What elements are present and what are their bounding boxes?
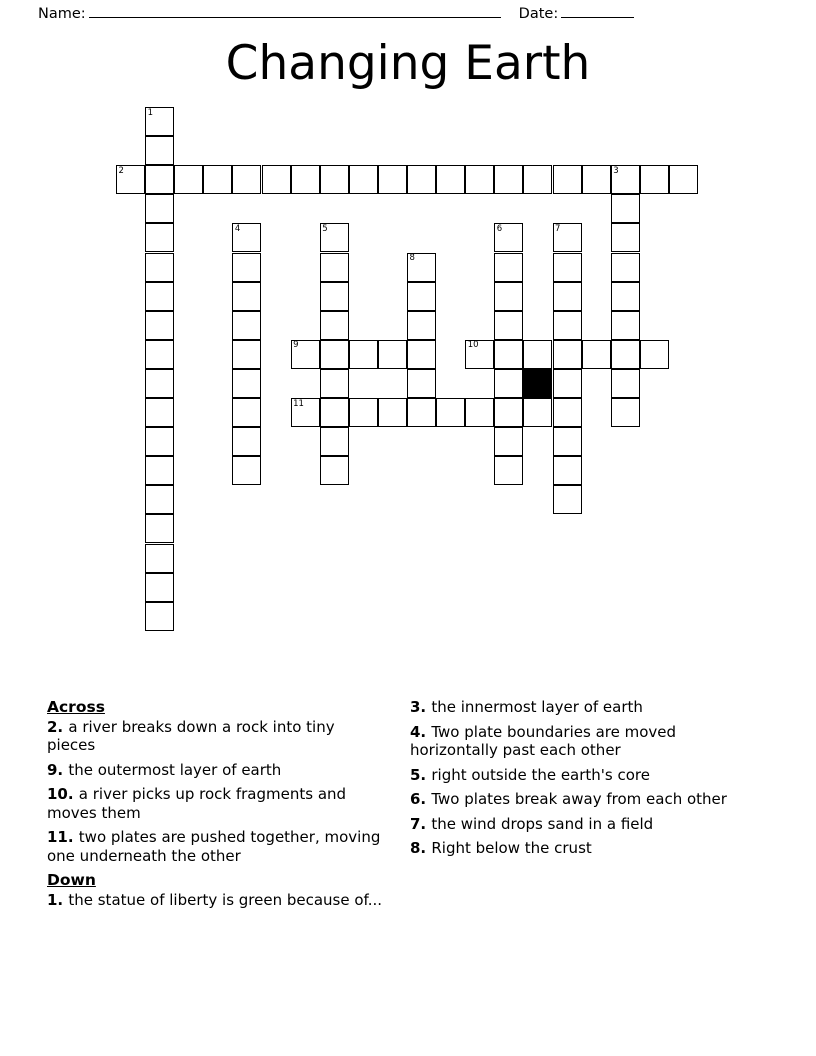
crossword-cell[interactable] <box>611 369 640 398</box>
clue-item <box>410 790 750 809</box>
clues-column-right <box>410 698 750 864</box>
name-label: Name: <box>38 6 86 22</box>
clue-number: 11. <box>47 828 79 846</box>
clue-number: 7. <box>410 814 432 833</box>
crossword-cell[interactable] <box>320 369 349 398</box>
crossword-cell[interactable] <box>465 165 494 194</box>
crossword-cell[interactable] <box>553 311 582 340</box>
clue-item <box>47 828 387 865</box>
clue-text: the statue of liberty is green because of... <box>68 890 383 909</box>
crossword-cell[interactable] <box>145 282 174 311</box>
crossword-cell[interactable] <box>553 427 582 456</box>
crossword-cell[interactable] <box>611 340 640 369</box>
crossword-cell[interactable] <box>145 485 174 514</box>
crossword-cell[interactable] <box>523 340 552 369</box>
crossword-cell[interactable] <box>553 282 582 311</box>
crossword-cell[interactable] <box>553 398 582 427</box>
crossword-cell[interactable] <box>494 427 523 456</box>
crossword-cell[interactable] <box>145 514 174 543</box>
clue-item <box>410 766 750 785</box>
crossword-cell[interactable] <box>145 223 174 252</box>
clue-item <box>410 815 750 834</box>
page-title: Changing Earth <box>225 36 591 91</box>
crossword-cell[interactable] <box>320 223 349 252</box>
crossword-cell[interactable] <box>494 340 523 369</box>
crossword-cell[interactable] <box>262 165 291 194</box>
clue-number: 10. <box>47 785 79 803</box>
crossword-cell[interactable] <box>378 165 407 194</box>
crossword-cell[interactable] <box>553 456 582 485</box>
cell-number-4: 4 <box>234 223 241 234</box>
crossword-cell[interactable] <box>320 311 349 340</box>
crossword-cell[interactable] <box>232 369 261 398</box>
crossword-cell[interactable] <box>669 165 698 194</box>
crossword-cell[interactable] <box>145 427 174 456</box>
crossword-cell[interactable] <box>378 398 407 427</box>
crossword-cell[interactable] <box>407 282 436 311</box>
crossword-cell[interactable] <box>611 165 640 194</box>
crossword-cell[interactable] <box>494 398 523 427</box>
crossword-cell[interactable] <box>611 194 640 223</box>
crossword-cell[interactable] <box>611 311 640 340</box>
clue-item <box>47 785 387 822</box>
crossword-cell[interactable] <box>116 165 145 194</box>
crossword-cell[interactable] <box>145 544 174 573</box>
clue-number: 2. <box>47 717 69 736</box>
clue-text: two plates are pushed together, moving one underneath the other <box>47 828 381 865</box>
clue-number: 4. <box>410 722 432 741</box>
clue-text: the wind drops sand in a field <box>431 814 654 833</box>
crossword-cell[interactable] <box>320 398 349 427</box>
crossword-cell[interactable] <box>232 427 261 456</box>
date-label: Date: <box>518 6 559 22</box>
crossword-cell[interactable] <box>145 369 174 398</box>
cell-number-8: 8 <box>409 253 415 263</box>
crossword-cell[interactable] <box>553 253 582 282</box>
crossword-cell[interactable] <box>553 369 582 398</box>
crossword-cell[interactable] <box>436 165 465 194</box>
crossword-cell[interactable] <box>145 602 174 631</box>
crossword-cell[interactable] <box>145 136 174 165</box>
crossword-cell[interactable] <box>232 282 261 311</box>
clue-heading-across: Across <box>47 698 105 716</box>
crossword-cell[interactable] <box>611 253 640 282</box>
crossword-cell[interactable] <box>145 311 174 340</box>
crossword-cell[interactable] <box>232 311 261 340</box>
crossword-cell[interactable] <box>145 165 174 194</box>
crossword-cell[interactable] <box>553 340 582 369</box>
crossword-cell[interactable] <box>378 340 407 369</box>
crossword-cell[interactable] <box>232 223 261 252</box>
clue-item <box>47 891 387 910</box>
crossword-cell[interactable] <box>232 165 261 194</box>
crossword-cell[interactable] <box>291 340 320 369</box>
crossword-cell[interactable] <box>145 573 174 602</box>
crossword-cell[interactable] <box>465 340 494 369</box>
cell-number-5: 5 <box>322 223 328 234</box>
crossword-cell[interactable] <box>494 456 523 485</box>
crossword-cell[interactable] <box>320 427 349 456</box>
clue-number: 9. <box>47 760 69 779</box>
crossword-cell[interactable] <box>494 369 523 398</box>
crossword-cell[interactable] <box>291 398 320 427</box>
clues-section <box>0 698 816 998</box>
crossword-cell[interactable] <box>611 398 640 427</box>
crossword-cell[interactable] <box>407 340 436 369</box>
crossword-cell[interactable] <box>174 165 203 194</box>
crossword-cell[interactable] <box>145 398 174 427</box>
clue-text: right outside the earth's core <box>431 765 650 784</box>
crossword-cell[interactable] <box>232 456 261 485</box>
crossword-cell[interactable] <box>232 398 261 427</box>
crossword-cell[interactable] <box>640 340 669 369</box>
crossword-cell[interactable] <box>523 398 552 427</box>
clue-text: the outermost layer of earth <box>68 760 282 779</box>
crossword-cell[interactable] <box>407 369 436 398</box>
crossword-cell[interactable] <box>640 165 669 194</box>
crossword-cell[interactable] <box>145 194 174 223</box>
cell-number-1: 1 <box>147 107 154 118</box>
clue-text: Two plate boundaries are moved horizontally past each other <box>410 722 677 759</box>
crossword-cell[interactable] <box>553 165 582 194</box>
cell-number-9: 9 <box>293 340 299 351</box>
clue-item <box>47 718 387 755</box>
crossword-cell[interactable] <box>320 340 349 369</box>
clues-column-left <box>47 698 387 915</box>
clue-item <box>410 723 750 760</box>
crossword-cell[interactable] <box>582 340 611 369</box>
crossword-cell[interactable] <box>291 165 320 194</box>
cell-number-11: 11 <box>293 398 304 409</box>
clue-item <box>410 698 750 717</box>
crossword-cell[interactable] <box>494 311 523 340</box>
crossword-cell[interactable] <box>465 398 494 427</box>
crossword-cell[interactable] <box>407 398 436 427</box>
crossword-cell[interactable] <box>494 253 523 282</box>
crossword-cell[interactable] <box>582 165 611 194</box>
crossword-cell[interactable] <box>494 282 523 311</box>
cell-number-2: 2 <box>118 165 124 176</box>
cell-number-3: 3 <box>613 165 619 176</box>
clue-number: 5. <box>410 765 432 784</box>
clue-number: 8. <box>410 839 432 857</box>
crossword-cell[interactable] <box>320 253 349 282</box>
crossword-cell[interactable] <box>203 165 232 194</box>
cell-number-7: 7 <box>555 223 561 234</box>
crossword-cell[interactable] <box>145 456 174 485</box>
clue-number: 1. <box>47 890 69 909</box>
clue-text: Right below the crust <box>431 839 592 857</box>
crossword-cell[interactable] <box>553 223 582 252</box>
crossword-cell[interactable] <box>407 253 436 282</box>
clue-text: a river breaks down a rock into tiny pieces <box>47 717 335 754</box>
clue-number: 3. <box>410 698 432 716</box>
clue-text: a river picks up rock fragments and moves them <box>47 785 347 822</box>
crossword-cell[interactable] <box>349 165 378 194</box>
crossword-cell[interactable] <box>553 485 582 514</box>
crossword-cell[interactable] <box>145 107 174 136</box>
crossword-cell[interactable] <box>232 340 261 369</box>
crossword-cell[interactable] <box>320 165 349 194</box>
clue-number: 6. <box>410 790 432 808</box>
cell-number-10: 10 <box>467 340 479 351</box>
clue-text: the innermost layer of earth <box>431 698 643 716</box>
crossword-cell[interactable] <box>611 282 640 311</box>
crossword-cell[interactable] <box>349 340 378 369</box>
crossword-cell[interactable] <box>320 282 349 311</box>
clue-text: Two plates break away from each other <box>431 790 727 808</box>
crossword-cell[interactable] <box>494 223 523 252</box>
crossword-cell[interactable] <box>232 253 261 282</box>
crossword-cell[interactable] <box>145 340 174 369</box>
crossword-cell[interactable] <box>523 165 552 194</box>
crossword-cell[interactable] <box>436 398 465 427</box>
crossword-cell[interactable] <box>145 253 174 282</box>
clue-item <box>47 761 387 780</box>
crossword-cell[interactable] <box>611 223 640 252</box>
clue-item <box>410 839 750 858</box>
crossword-cell[interactable] <box>407 311 436 340</box>
crossword-cell[interactable] <box>320 456 349 485</box>
crossword-cell[interactable] <box>349 398 378 427</box>
crossword-block-cell <box>523 369 552 398</box>
crossword-cell[interactable] <box>494 165 523 194</box>
cell-number-6: 6 <box>496 223 503 234</box>
clue-heading-down: Down <box>47 871 96 889</box>
crossword-cell[interactable] <box>407 165 436 194</box>
